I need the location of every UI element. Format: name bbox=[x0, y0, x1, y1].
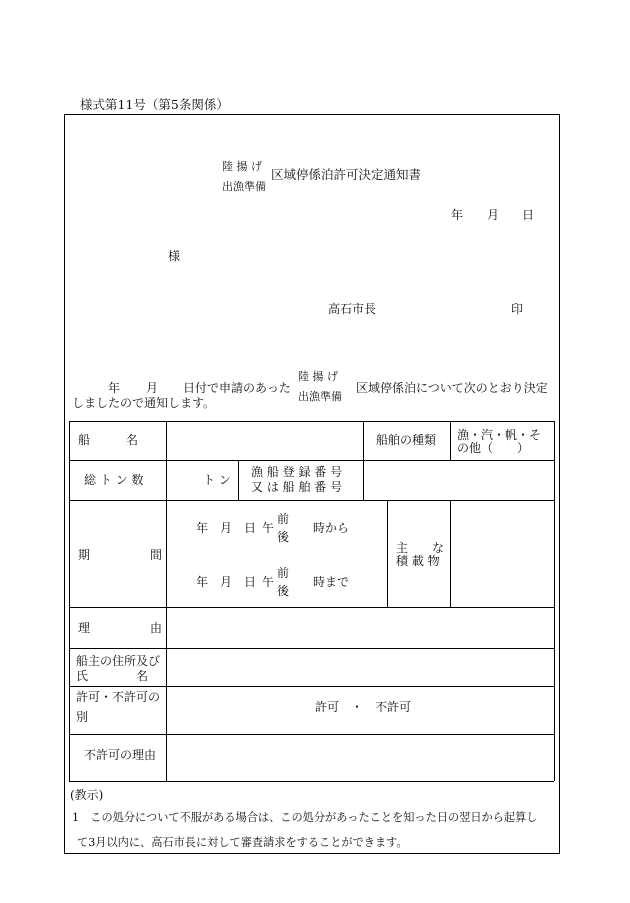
vessel-type-options-1: 漁・汽・帆・そ bbox=[457, 428, 542, 442]
body-line2: しましたので通知します。 bbox=[72, 396, 216, 410]
table-col-divider-363 bbox=[363, 421, 364, 500]
document-title: 区域停係泊許可決定通知書 bbox=[271, 167, 422, 182]
table-rule-2 bbox=[69, 500, 554, 501]
body-after-text: 区域停係泊について次のとおり決定 bbox=[356, 381, 548, 395]
date-day: 日 bbox=[522, 208, 535, 222]
owner-label-1: 船主の住所及び bbox=[76, 654, 161, 668]
table-rule-5 bbox=[69, 686, 554, 687]
table-col-divider-450b bbox=[450, 500, 451, 607]
registration-label-2: 又 は 船 舶 番 号 bbox=[251, 480, 343, 494]
vessel-type-label: 船舶の種類 bbox=[376, 433, 437, 447]
period-to-ymd: 年 月 日 bbox=[196, 575, 257, 589]
owner-label-2: 氏 名 bbox=[76, 669, 149, 683]
table-border-top bbox=[69, 421, 554, 422]
body-stack-top: 陸 揚 げ bbox=[298, 370, 338, 383]
table-col-divider-238 bbox=[238, 460, 239, 500]
table-border-right bbox=[554, 421, 555, 781]
tonnage-label: 総 ト ン 数 bbox=[84, 473, 144, 487]
issuer-name: 高石市長 bbox=[328, 302, 377, 316]
period-label: 期 間 bbox=[78, 548, 163, 562]
deny-reason-label: 不許可の理由 bbox=[84, 748, 157, 762]
registration-label-1: 漁 船 登 録 番 号 bbox=[251, 465, 343, 479]
notice-heading: (教示) bbox=[70, 788, 104, 802]
body-stack-bottom: 出漁準備 bbox=[298, 390, 342, 403]
cargo-label-2: 積 載 物 bbox=[396, 554, 440, 568]
table-rule-4 bbox=[69, 648, 554, 649]
period-from-ampm: 午 bbox=[262, 521, 275, 535]
body-month: 月 bbox=[146, 381, 159, 395]
period-from-ymd: 年 月 日 bbox=[196, 521, 257, 535]
reason-label: 理 由 bbox=[78, 621, 163, 635]
period-to-ampm: 午 bbox=[262, 575, 275, 589]
table-border-bottom bbox=[69, 781, 554, 782]
seal-mark: 印 bbox=[511, 302, 524, 316]
table-rule-1 bbox=[69, 460, 554, 461]
table-border-left bbox=[69, 421, 70, 781]
cargo-label-1: 主 な bbox=[396, 541, 445, 555]
table-col-divider-450 bbox=[450, 421, 451, 460]
table-rule-6 bbox=[69, 734, 554, 735]
date-year: 年 bbox=[451, 208, 464, 222]
period-to-mae: 前 bbox=[277, 566, 290, 580]
table-label-column-divider bbox=[166, 421, 167, 781]
vessel-name-label: 船 名 bbox=[78, 433, 139, 447]
permit-label-1: 許可・不許可の bbox=[76, 690, 161, 704]
body-date-text: 日付で申請のあった bbox=[183, 381, 291, 395]
date-month: 月 bbox=[487, 208, 500, 222]
title-stack-top: 陸 揚 げ bbox=[222, 160, 262, 173]
body-year: 年 bbox=[108, 381, 121, 395]
table-rule-3 bbox=[69, 607, 554, 608]
permit-value: 許可 ・ 不許可 bbox=[315, 700, 412, 714]
notice-line-2: て3月以内に、高石市長に対して審査請求をすることができます。 bbox=[77, 836, 408, 849]
title-stack-bottom: 出漁準備 bbox=[222, 180, 266, 193]
period-to-suffix: 時まで bbox=[313, 575, 350, 589]
period-to-go: 後 bbox=[277, 584, 290, 598]
form-label: 様式第11号（第5条関係） bbox=[80, 97, 229, 112]
notice-line-1: 1 この処分について不服がある場合は、この処分があったことを知った日の翌日から起算し bbox=[72, 811, 538, 824]
addressee-suffix: 様 bbox=[168, 249, 181, 263]
tonnage-unit: ト ン bbox=[203, 473, 231, 487]
table-col-divider-387 bbox=[387, 500, 388, 607]
period-from-go: 後 bbox=[277, 530, 290, 544]
period-from-mae: 前 bbox=[277, 512, 290, 526]
period-from-suffix: 時から bbox=[313, 521, 350, 535]
permit-label-2: 別 bbox=[76, 710, 89, 724]
vessel-type-options-2: の他（ ） bbox=[457, 441, 530, 455]
